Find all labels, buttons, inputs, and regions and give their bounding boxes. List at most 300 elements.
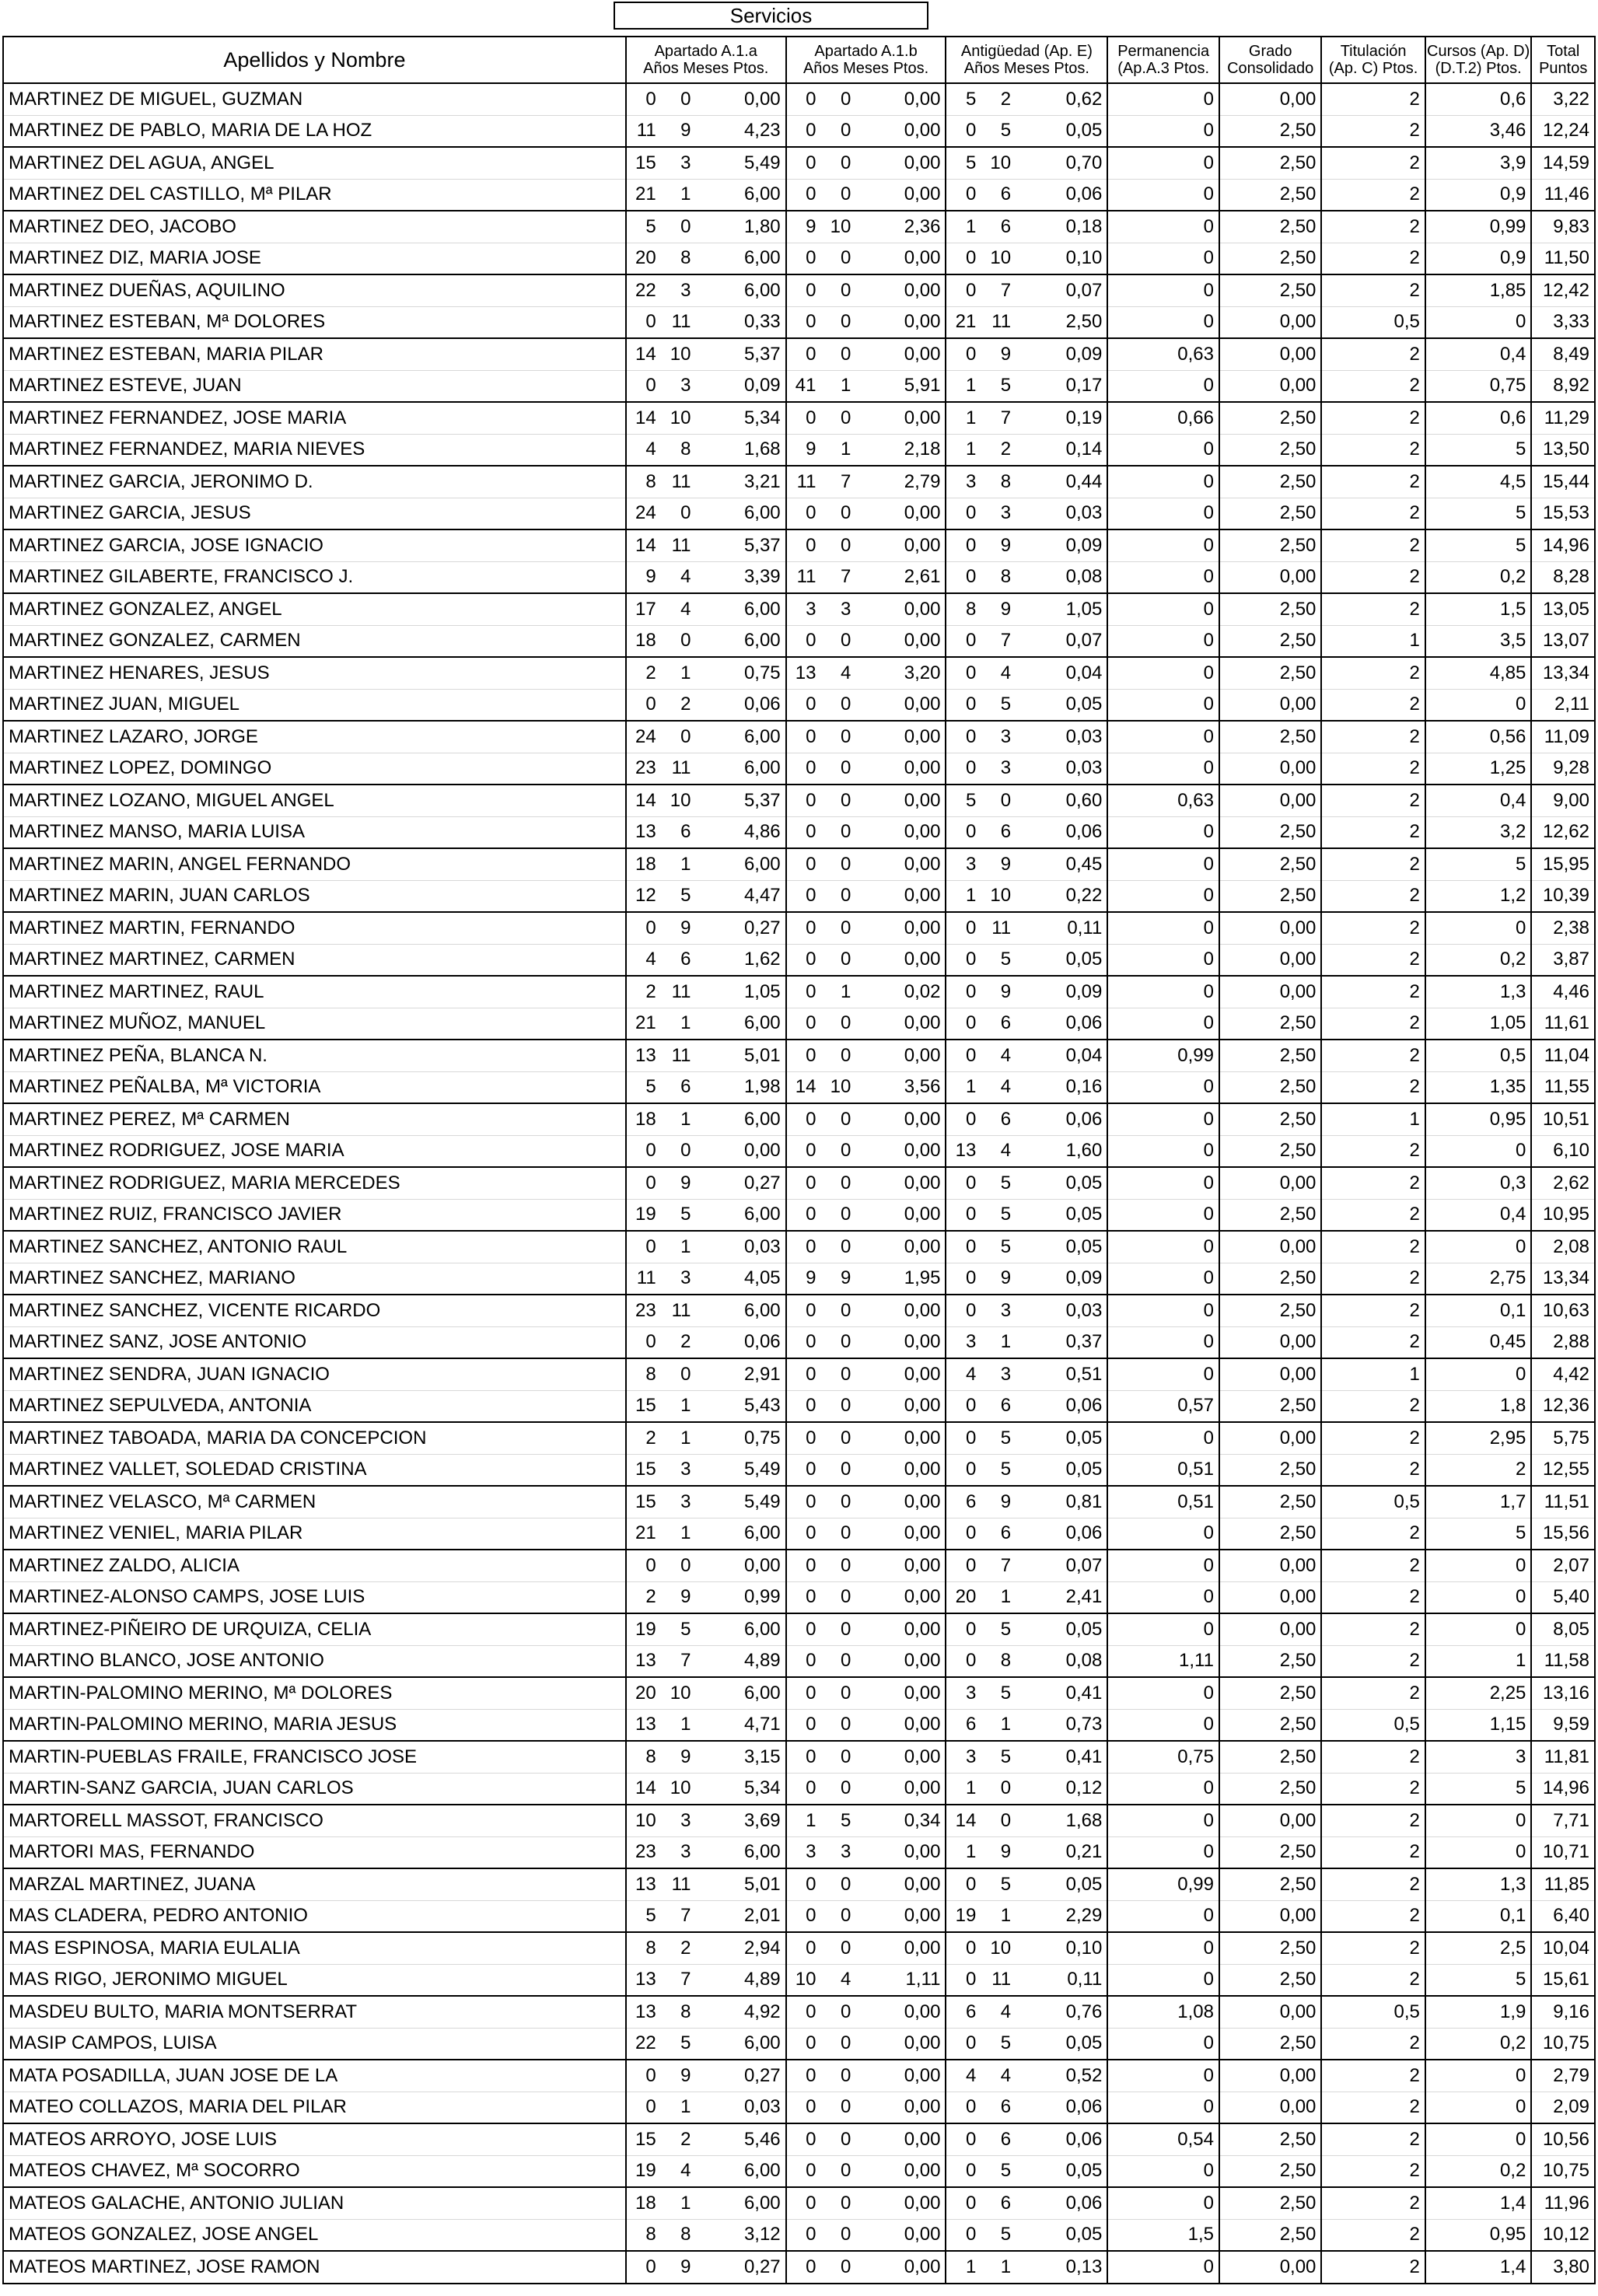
cell-antig-anos: 0 xyxy=(946,1868,981,1900)
cell-a1a-anos: 19 xyxy=(626,1613,661,1645)
cell-grado: 2,50 xyxy=(1219,402,1321,434)
cell-a1b-meses: 0 xyxy=(820,243,855,274)
cell-a1a-anos: 13 xyxy=(626,816,661,848)
table-row xyxy=(3,689,1595,721)
cell-total: 8,92 xyxy=(1531,370,1595,402)
cell-a1a-anos: 9 xyxy=(626,561,661,593)
cell-a1a-ptos: 5,34 xyxy=(696,1773,786,1805)
cell-a1a-ptos: 5,46 xyxy=(696,2123,786,2155)
cell-name: MARTINEZ SANZ, JOSE ANTONIO xyxy=(3,1326,626,1358)
cell-a1b-meses: 0 xyxy=(820,2155,855,2187)
cell-cursos: 1,7 xyxy=(1425,1486,1532,1518)
cell-antig-anos: 1 xyxy=(946,1836,981,1868)
cell-a1b-meses: 0 xyxy=(820,1518,855,1550)
cell-name: MARTINEZ ESTEVE, JUAN xyxy=(3,370,626,402)
cell-a1b-anos: 0 xyxy=(786,753,821,785)
column-header-apartado-a1a xyxy=(626,37,786,83)
cell-a1b-meses: 0 xyxy=(820,1231,855,1263)
cell-a1b-anos: 11 xyxy=(786,466,821,498)
cell-antig-meses: 1 xyxy=(981,1581,1016,1613)
cell-a1b-anos: 0 xyxy=(786,785,821,816)
cell-cursos: 2,5 xyxy=(1425,1932,1532,1964)
cell-name: MARTINEZ MANSO, MARIA LUISA xyxy=(3,816,626,848)
cell-a1a-ptos: 3,21 xyxy=(696,466,786,498)
cell-a1b-meses: 0 xyxy=(820,785,855,816)
cell-titulacion: 2 xyxy=(1321,1071,1425,1103)
cell-a1b-meses: 0 xyxy=(820,1773,855,1805)
cell-total: 13,34 xyxy=(1531,1263,1595,1295)
cell-a1b-meses: 0 xyxy=(820,1709,855,1741)
cell-total: 4,42 xyxy=(1531,1358,1595,1390)
cell-antig-meses: 10 xyxy=(981,243,1016,274)
cell-antig-meses: 5 xyxy=(981,1868,1016,1900)
cell-grado: 2,50 xyxy=(1219,593,1321,625)
cell-a1b-anos: 0 xyxy=(786,721,821,753)
cell-titulacion: 2 xyxy=(1321,1390,1425,1422)
cell-antig-anos: 0 xyxy=(946,816,981,848)
cell-permanencia: 0 xyxy=(1107,721,1219,753)
cell-a1b-meses: 0 xyxy=(820,2187,855,2219)
cell-cursos: 0,4 xyxy=(1425,1199,1532,1231)
cell-antig-anos: 1 xyxy=(946,880,981,912)
cell-grado: 2,50 xyxy=(1219,1263,1321,1295)
cell-antig-meses: 0 xyxy=(981,1805,1016,1836)
cell-a1a-ptos: 5,01 xyxy=(696,1868,786,1900)
cell-titulacion: 2 xyxy=(1321,498,1425,529)
cell-cursos: 3,5 xyxy=(1425,625,1532,657)
cell-antig-ptos: 0,10 xyxy=(1016,1932,1107,1964)
cell-permanencia: 0 xyxy=(1107,1008,1219,1040)
column-header-antiguedad xyxy=(946,37,1107,83)
cell-antig-meses: 10 xyxy=(981,147,1016,179)
cell-a1b-anos: 14 xyxy=(786,1071,821,1103)
cell-antig-ptos: 0,07 xyxy=(1016,274,1107,306)
cell-permanencia: 1,5 xyxy=(1107,2219,1219,2251)
cell-a1b-anos: 0 xyxy=(786,498,821,529)
cell-antig-anos: 6 xyxy=(946,1996,981,2028)
cell-a1b-ptos: 0,00 xyxy=(855,1900,946,1932)
table-row xyxy=(3,1263,1595,1295)
cell-a1b-ptos: 0,00 xyxy=(855,1167,946,1199)
cell-a1b-anos: 0 xyxy=(786,1709,821,1741)
cell-a1a-ptos: 1,68 xyxy=(696,434,786,466)
cell-titulacion: 2 xyxy=(1321,1040,1425,1071)
cell-a1a-meses: 1 xyxy=(661,1231,696,1263)
cell-a1a-meses: 1 xyxy=(661,1008,696,1040)
cell-a1b-meses: 0 xyxy=(820,2092,855,2123)
cell-cursos: 0 xyxy=(1425,912,1532,944)
table-row xyxy=(3,1422,1595,1454)
cell-titulacion: 2 xyxy=(1321,402,1425,434)
cell-total: 8,49 xyxy=(1531,338,1595,370)
cell-antig-ptos: 0,37 xyxy=(1016,1326,1107,1358)
cell-a1a-meses: 5 xyxy=(661,880,696,912)
cell-a1b-ptos: 0,00 xyxy=(855,115,946,147)
cell-antig-anos: 0 xyxy=(946,1964,981,1996)
cell-antig-anos: 0 xyxy=(946,944,981,976)
cell-total: 10,04 xyxy=(1531,1932,1595,1964)
cell-a1b-anos: 0 xyxy=(786,1040,821,1071)
cell-cursos: 5 xyxy=(1425,1964,1532,1996)
cell-a1b-ptos: 5,91 xyxy=(855,370,946,402)
cell-name: MARTINEZ MARTINEZ, RAUL xyxy=(3,976,626,1008)
cell-total: 10,51 xyxy=(1531,1103,1595,1135)
cell-a1a-anos: 11 xyxy=(626,115,661,147)
cell-antig-anos: 8 xyxy=(946,593,981,625)
cell-antig-meses: 1 xyxy=(981,2251,1016,2284)
cell-a1a-anos: 2 xyxy=(626,1581,661,1613)
cell-cursos: 1,3 xyxy=(1425,1868,1532,1900)
cell-a1a-meses: 7 xyxy=(661,1645,696,1677)
cell-cursos: 0,9 xyxy=(1425,243,1532,274)
cell-a1b-ptos: 0,00 xyxy=(855,1390,946,1422)
cell-name: MATEOS MARTINEZ, JOSE RAMON xyxy=(3,2251,626,2284)
cell-total: 10,95 xyxy=(1531,1199,1595,1231)
cell-a1a-anos: 2 xyxy=(626,1422,661,1454)
cell-permanencia: 0 xyxy=(1107,753,1219,785)
cell-cursos: 0,95 xyxy=(1425,1103,1532,1135)
cell-total: 2,38 xyxy=(1531,912,1595,944)
cell-a1b-meses: 0 xyxy=(820,848,855,880)
cell-a1b-anos: 0 xyxy=(786,1996,821,2028)
cell-a1a-anos: 15 xyxy=(626,1454,661,1486)
cell-a1a-anos: 4 xyxy=(626,434,661,466)
cell-a1b-ptos: 0,00 xyxy=(855,1326,946,1358)
cell-name: MARTINEZ MARIN, ANGEL FERNANDO xyxy=(3,848,626,880)
cell-a1b-ptos: 0,00 xyxy=(855,1135,946,1167)
cell-titulacion: 2 xyxy=(1321,1263,1425,1295)
cell-a1a-anos: 13 xyxy=(626,1868,661,1900)
cell-a1a-ptos: 5,49 xyxy=(696,147,786,179)
cell-antig-anos: 0 xyxy=(946,498,981,529)
cell-grado: 0,00 xyxy=(1219,338,1321,370)
cell-a1b-anos: 0 xyxy=(786,2060,821,2092)
cell-permanencia: 0 xyxy=(1107,625,1219,657)
cell-titulacion: 2 xyxy=(1321,1550,1425,1581)
cell-a1a-meses: 9 xyxy=(661,1581,696,1613)
cell-a1b-anos: 0 xyxy=(786,1390,821,1422)
cell-antig-anos: 0 xyxy=(946,274,981,306)
cell-cursos: 0 xyxy=(1425,1836,1532,1868)
cell-a1b-meses: 0 xyxy=(820,1135,855,1167)
cell-antig-anos: 0 xyxy=(946,657,981,689)
cell-total: 11,51 xyxy=(1531,1486,1595,1518)
cell-a1a-ptos: 4,89 xyxy=(696,1645,786,1677)
cell-titulacion: 2 xyxy=(1321,2092,1425,2123)
cell-a1b-anos: 0 xyxy=(786,912,821,944)
cell-grado: 2,50 xyxy=(1219,2219,1321,2251)
cell-a1b-anos: 0 xyxy=(786,1326,821,1358)
cell-a1b-meses: 0 xyxy=(820,816,855,848)
cell-a1b-meses: 0 xyxy=(820,1390,855,1422)
cell-total: 2,79 xyxy=(1531,2060,1595,2092)
cell-name: MARTINEZ GONZALEZ, CARMEN xyxy=(3,625,626,657)
cell-a1b-anos: 0 xyxy=(786,1518,821,1550)
cell-titulacion: 2 xyxy=(1321,1805,1425,1836)
cell-a1a-meses: 8 xyxy=(661,243,696,274)
cell-titulacion: 2 xyxy=(1321,657,1425,689)
cell-cursos: 1,4 xyxy=(1425,2251,1532,2284)
cell-a1a-ptos: 0,06 xyxy=(696,689,786,721)
cell-titulacion: 2 xyxy=(1321,274,1425,306)
cell-titulacion: 2 xyxy=(1321,529,1425,561)
cell-grado: 2,50 xyxy=(1219,179,1321,211)
cell-a1a-meses: 10 xyxy=(661,338,696,370)
cell-antig-meses: 5 xyxy=(981,1741,1016,1773)
cell-antig-anos: 1 xyxy=(946,434,981,466)
cell-a1b-meses: 0 xyxy=(820,1645,855,1677)
cell-grado: 2,50 xyxy=(1219,243,1321,274)
cell-a1b-ptos: 0,00 xyxy=(855,689,946,721)
cell-a1a-meses: 8 xyxy=(661,434,696,466)
cell-antig-anos: 1 xyxy=(946,1773,981,1805)
cell-permanencia: 0 xyxy=(1107,1422,1219,1454)
cell-antig-meses: 10 xyxy=(981,880,1016,912)
cell-a1b-anos: 9 xyxy=(786,434,821,466)
cell-total: 13,34 xyxy=(1531,657,1595,689)
cell-antig-anos: 0 xyxy=(946,1550,981,1581)
cell-cursos: 0,9 xyxy=(1425,179,1532,211)
cell-a1a-anos: 0 xyxy=(626,1231,661,1263)
cell-antig-ptos: 0,03 xyxy=(1016,498,1107,529)
cell-grado: 2,50 xyxy=(1219,1645,1321,1677)
table-row xyxy=(3,1709,1595,1741)
table-row xyxy=(3,1645,1595,1677)
cell-antig-anos: 0 xyxy=(946,1518,981,1550)
cell-cursos: 0 xyxy=(1425,689,1532,721)
cell-antig-anos: 0 xyxy=(946,561,981,593)
cell-antig-meses: 9 xyxy=(981,1836,1016,1868)
cell-permanencia: 0 xyxy=(1107,370,1219,402)
cell-antig-anos: 19 xyxy=(946,1900,981,1932)
cell-total: 14,96 xyxy=(1531,1773,1595,1805)
cell-a1b-ptos: 0,00 xyxy=(855,1295,946,1326)
cell-grado: 2,50 xyxy=(1219,1773,1321,1805)
cell-antig-ptos: 0,09 xyxy=(1016,1263,1107,1295)
table-body xyxy=(3,83,1595,2284)
table-row xyxy=(3,274,1595,306)
column-header-apartado-a1b xyxy=(786,37,946,83)
cell-a1a-meses: 11 xyxy=(661,529,696,561)
cell-a1b-meses: 0 xyxy=(820,274,855,306)
table-row xyxy=(3,243,1595,274)
table-row xyxy=(3,848,1595,880)
cell-a1a-ptos: 0,27 xyxy=(696,912,786,944)
cell-total: 15,53 xyxy=(1531,498,1595,529)
cell-total: 9,28 xyxy=(1531,753,1595,785)
cell-total: 9,16 xyxy=(1531,1996,1595,2028)
table-row xyxy=(3,912,1595,944)
cell-antig-ptos: 1,60 xyxy=(1016,1135,1107,1167)
cell-permanencia: 0,75 xyxy=(1107,1741,1219,1773)
cell-titulacion: 2 xyxy=(1321,2155,1425,2187)
cell-a1b-ptos: 0,00 xyxy=(855,1358,946,1390)
cell-titulacion: 2 xyxy=(1321,211,1425,243)
cell-antig-anos: 5 xyxy=(946,785,981,816)
cell-a1b-meses: 7 xyxy=(820,466,855,498)
cell-total: 5,40 xyxy=(1531,1581,1595,1613)
cell-a1b-meses: 0 xyxy=(820,179,855,211)
cell-a1a-anos: 19 xyxy=(626,1199,661,1231)
cell-name: MARTINEZ SANCHEZ, MARIANO xyxy=(3,1263,626,1295)
table-row xyxy=(3,1613,1595,1645)
cell-antig-meses: 7 xyxy=(981,402,1016,434)
cell-a1b-anos: 0 xyxy=(786,816,821,848)
cell-antig-meses: 6 xyxy=(981,2092,1016,2123)
cell-a1b-anos: 0 xyxy=(786,1581,821,1613)
cell-titulacion: 2 xyxy=(1321,1900,1425,1932)
cell-antig-ptos: 0,05 xyxy=(1016,2219,1107,2251)
cell-a1a-meses: 0 xyxy=(661,211,696,243)
cell-a1a-ptos: 6,00 xyxy=(696,2028,786,2060)
cell-a1b-ptos: 2,36 xyxy=(855,211,946,243)
cell-cursos: 5 xyxy=(1425,434,1532,466)
cell-permanencia: 0 xyxy=(1107,306,1219,338)
cell-a1a-meses: 0 xyxy=(661,1550,696,1581)
cell-a1b-ptos: 0,00 xyxy=(855,880,946,912)
cell-permanencia: 0 xyxy=(1107,274,1219,306)
cell-a1a-meses: 1 xyxy=(661,1103,696,1135)
cell-antig-anos: 0 xyxy=(946,115,981,147)
cell-permanencia: 0 xyxy=(1107,1709,1219,1741)
cell-total: 2,88 xyxy=(1531,1326,1595,1358)
cell-titulacion: 2 xyxy=(1321,1199,1425,1231)
cell-antig-meses: 3 xyxy=(981,753,1016,785)
cell-cursos: 1,9 xyxy=(1425,1996,1532,2028)
cell-cursos: 4,5 xyxy=(1425,466,1532,498)
column-header-titulacion-line2: (Ap. C) Ptos. xyxy=(1328,60,1418,77)
cell-titulacion: 2 xyxy=(1321,976,1425,1008)
cell-antig-anos: 0 xyxy=(946,338,981,370)
table-row xyxy=(3,211,1595,243)
cell-a1b-meses: 0 xyxy=(820,1741,855,1773)
cell-grado: 2,50 xyxy=(1219,498,1321,529)
cell-a1a-ptos: 6,00 xyxy=(696,1103,786,1135)
cell-titulacion: 2 xyxy=(1321,1326,1425,1358)
table-row xyxy=(3,1932,1595,1964)
cell-a1b-anos: 0 xyxy=(786,338,821,370)
cell-a1a-ptos: 0,00 xyxy=(696,1550,786,1581)
cell-a1b-anos: 3 xyxy=(786,593,821,625)
column-header-apartado-a1a-line2: Años Meses Ptos. xyxy=(643,60,769,77)
cell-total: 11,81 xyxy=(1531,1741,1595,1773)
table-row xyxy=(3,1390,1595,1422)
cell-titulacion: 2 xyxy=(1321,2251,1425,2284)
cell-a1a-ptos: 4,47 xyxy=(696,880,786,912)
cell-a1b-meses: 0 xyxy=(820,689,855,721)
cell-a1a-meses: 11 xyxy=(661,466,696,498)
cell-total: 10,63 xyxy=(1531,1295,1595,1326)
table-row xyxy=(3,1900,1595,1932)
cell-a1a-anos: 22 xyxy=(626,274,661,306)
cell-permanencia: 0 xyxy=(1107,2155,1219,2187)
column-header-cursos-line1: Cursos (Ap. D) xyxy=(1427,43,1530,60)
cell-titulacion: 2 xyxy=(1321,1135,1425,1167)
cell-a1b-meses: 0 xyxy=(820,1550,855,1581)
table-row xyxy=(3,561,1595,593)
cell-cursos: 0,99 xyxy=(1425,211,1532,243)
cell-a1a-meses: 3 xyxy=(661,1836,696,1868)
cell-a1a-meses: 3 xyxy=(661,274,696,306)
cell-permanencia: 0 xyxy=(1107,848,1219,880)
cell-a1b-meses: 9 xyxy=(820,1263,855,1295)
cell-antig-anos: 1 xyxy=(946,1071,981,1103)
cell-name: MARTIN-PALOMINO MERINO, MARIA JESUS xyxy=(3,1709,626,1741)
cell-a1b-meses: 0 xyxy=(820,721,855,753)
cell-cursos: 0,1 xyxy=(1425,1295,1532,1326)
table-row xyxy=(3,2092,1595,2123)
cell-antig-meses: 9 xyxy=(981,848,1016,880)
cell-a1b-ptos: 3,20 xyxy=(855,657,946,689)
cell-antig-anos: 0 xyxy=(946,1613,981,1645)
cell-antig-ptos: 0,06 xyxy=(1016,1518,1107,1550)
cell-a1a-meses: 1 xyxy=(661,1390,696,1422)
cell-titulacion: 2 xyxy=(1321,1741,1425,1773)
table-row xyxy=(3,466,1595,498)
cell-antig-meses: 5 xyxy=(981,1167,1016,1199)
cell-titulacion: 2 xyxy=(1321,2123,1425,2155)
table-row xyxy=(3,147,1595,179)
cell-grado: 0,00 xyxy=(1219,1581,1321,1613)
cell-antig-anos: 14 xyxy=(946,1805,981,1836)
cell-titulacion: 2 xyxy=(1321,1868,1425,1900)
cell-a1b-ptos: 0,00 xyxy=(855,147,946,179)
cell-a1b-ptos: 0,00 xyxy=(855,1613,946,1645)
cell-antig-ptos: 0,60 xyxy=(1016,785,1107,816)
cell-antig-ptos: 0,76 xyxy=(1016,1996,1107,2028)
cell-a1a-anos: 14 xyxy=(626,338,661,370)
cell-permanencia: 0 xyxy=(1107,689,1219,721)
cell-a1a-meses: 0 xyxy=(661,83,696,115)
table-row xyxy=(3,1326,1595,1358)
table-row xyxy=(3,2028,1595,2060)
cell-a1a-anos: 13 xyxy=(626,1996,661,2028)
cell-a1a-anos: 0 xyxy=(626,912,661,944)
cell-a1a-ptos: 0,06 xyxy=(696,1326,786,1358)
table-row xyxy=(3,593,1595,625)
cell-total: 9,00 xyxy=(1531,785,1595,816)
cell-permanencia: 0 xyxy=(1107,1263,1219,1295)
cell-antig-meses: 3 xyxy=(981,721,1016,753)
cell-a1a-anos: 23 xyxy=(626,1836,661,1868)
cell-antig-ptos: 0,12 xyxy=(1016,1773,1107,1805)
cell-a1a-meses: 1 xyxy=(661,657,696,689)
cell-a1b-ptos: 0,00 xyxy=(855,2092,946,2123)
cell-a1b-ptos: 0,34 xyxy=(855,1805,946,1836)
table-row xyxy=(3,625,1595,657)
cell-a1a-ptos: 6,00 xyxy=(696,1836,786,1868)
cell-antig-anos: 0 xyxy=(946,1454,981,1486)
cell-antig-ptos: 0,06 xyxy=(1016,816,1107,848)
cell-a1b-anos: 0 xyxy=(786,1550,821,1581)
cell-titulacion: 2 xyxy=(1321,2219,1425,2251)
cell-a1a-anos: 15 xyxy=(626,1486,661,1518)
column-header-titulacion-line1: Titulación xyxy=(1340,43,1407,60)
cell-a1a-ptos: 6,00 xyxy=(696,1295,786,1326)
cell-a1a-ptos: 5,49 xyxy=(696,1486,786,1518)
cell-cursos: 0,45 xyxy=(1425,1326,1532,1358)
cell-name: MARTINEZ JUAN, MIGUEL xyxy=(3,689,626,721)
cell-antig-meses: 6 xyxy=(981,1103,1016,1135)
cell-permanencia: 0 xyxy=(1107,529,1219,561)
cell-name: MARTIN-SANZ GARCIA, JUAN CARLOS xyxy=(3,1773,626,1805)
table-row xyxy=(3,1167,1595,1199)
cell-permanencia: 0 xyxy=(1107,1805,1219,1836)
cell-a1a-meses: 11 xyxy=(661,306,696,338)
cell-a1a-ptos: 6,00 xyxy=(696,593,786,625)
cell-grado: 2,50 xyxy=(1219,1868,1321,1900)
cell-a1b-meses: 0 xyxy=(820,1103,855,1135)
